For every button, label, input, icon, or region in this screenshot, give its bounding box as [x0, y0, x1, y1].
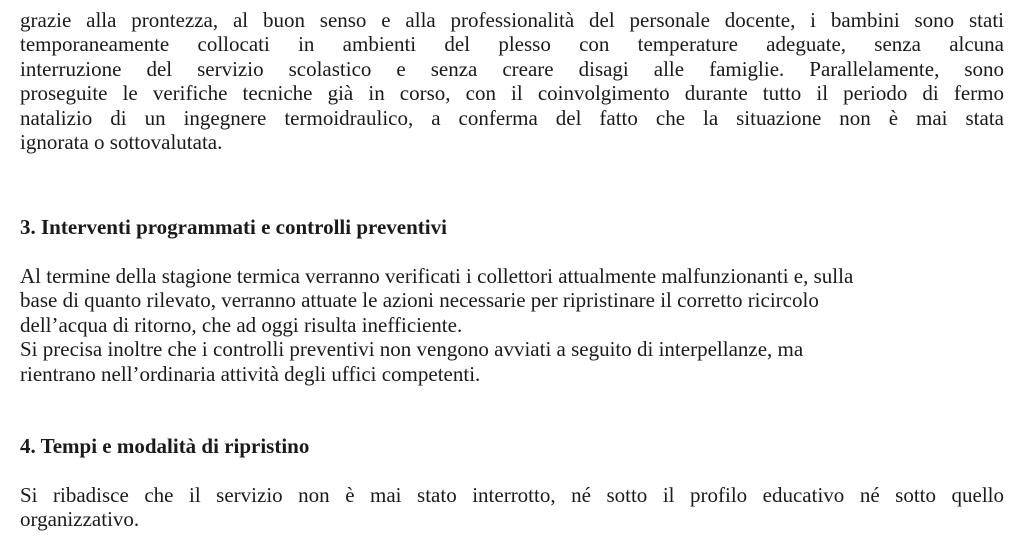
text-line: Si precisa inoltre che i controlli preventivi non vengono avviati a seguito di interpellanze, ma	[20, 337, 804, 362]
text-line: rientrano nell’ordinaria attività degli uffici competenti.	[20, 361, 481, 386]
section-heading-4: 4. Tempi e modalità di ripristino	[20, 434, 310, 458]
text-line: ignorata o sottovalutata.	[20, 130, 223, 155]
text-line: base di quanto rilevato, verranno attuate le azioni necessarie per ripristinare il corretto ricircolo	[20, 288, 819, 313]
paragraph-continuation	[20, 8, 1004, 154]
text-line: natalizio di un ingegnere termoidraulico, a conferma del fatto che la situazione non è mai stata	[20, 105, 1004, 130]
text-line: proseguite le verifiche tecniche già in corso, con il coinvolgimento durante tutto il periodo di fermo	[20, 81, 1004, 106]
text-line: Si ribadisce che il servizio non è mai stato interrotto, né sotto il profilo educativo né sotto quello	[20, 483, 1004, 507]
paragraph-tempi	[20, 483, 1004, 532]
text-line: temporaneamente collocati in ambienti del plesso con temperature adeguate, senza alcuna	[20, 32, 1004, 57]
text-line: organizzativo.	[20, 507, 140, 532]
section-heading-3: 3. Interventi programmati e controlli preventivi	[20, 215, 447, 239]
paragraph-interventi	[20, 264, 1004, 386]
text-line: dell’acqua di ritorno, che ad oggi risulta inefficiente.	[20, 312, 463, 337]
text-line: grazie alla prontezza, al buon senso e alla professionalità del personale docente, i bambini sono stati	[20, 8, 1004, 32]
text-line: interruzione del servizio scolastico e senza creare disagi alle famiglie. Parallelamente, sono	[20, 56, 1004, 81]
text-line: Al termine della stagione termica verranno verificati i collettori attualmente malfunzionanti e, sulla	[20, 264, 854, 288]
